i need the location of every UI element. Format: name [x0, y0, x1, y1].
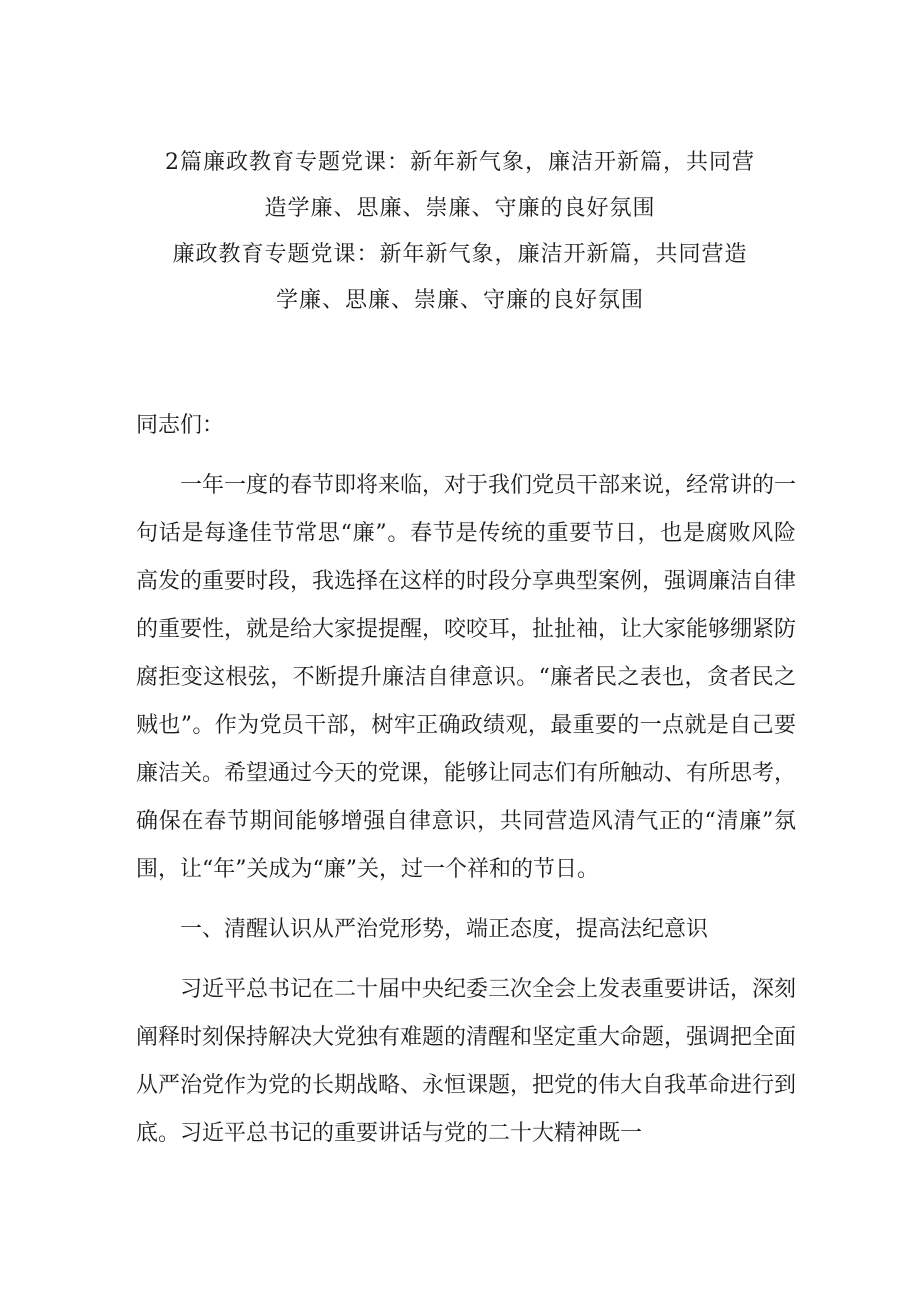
salutation: 同志们： [136, 413, 225, 438]
body-paragraph: 习近平总书记在二十届中央纪委三次全会上发表重要讲话，深刻阐释时刻保持解决大党独有难题的清醒和坚定重大命题，强调把全面从严治党作为党的长期战略、永恒课题，把党的伟大自我革命进行到底。习近平总书记的重要讲话与党的二十大精神既一 [136, 977, 797, 1146]
title-line-4: 学廉、思廉、崇廉、守廉的良好氛围 [275, 288, 644, 313]
document-title [120, 140, 800, 324]
title-line-3: 廉政教育专题党课：新年新气象，廉洁开新篇，共同营造 [172, 242, 748, 267]
body-paragraph: 一年一度的春节即将来临，对于我们党员干部来说，经常讲的一句话是每逢佳节常思“廉”。春节是传统的重要节日，也是腐败风险高发的重要时段，我选择在这样的时段分享典型案例，强调廉洁自律的重要性，就是给大家提提醒，咬咬耳，扯扯袖，让大家能够绷紧防腐拒变这根弦，不断提升廉洁自律意识。“廉者民之表也，贪者民之贼也”。作为党员干部，树牢正确政绩观，最重要的一点就是自己要廉洁关。希望通过今天的党课，能够让同志们有所触动、有所思考，确保在春节期间能够增强自律意识，共同营造风清气正的“清廉”氛围，让“年”关成为“廉”关，过一个祥和的节日。 [136, 473, 797, 882]
document-body [136, 402, 796, 1158]
section-heading: 一、清醒认识从严治党形势，端正态度，提高法纪意识 [180, 917, 709, 942]
title-line-2: 造学廉、思廉、崇廉、守廉的良好氛围 [264, 196, 656, 221]
title-line-1: 2篇廉政教育专题党课：新年新气象，廉洁开新篇，共同营 [165, 150, 755, 175]
